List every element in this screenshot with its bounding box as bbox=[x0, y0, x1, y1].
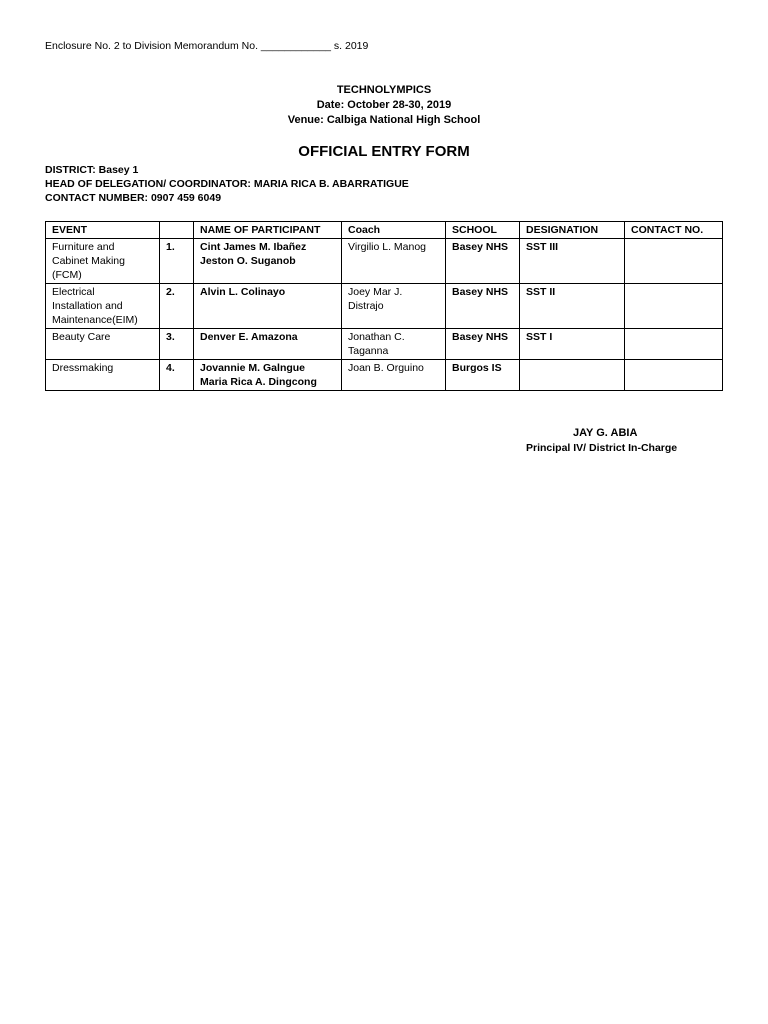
number-cell: 2. bbox=[160, 284, 194, 329]
school-cell: Basey NHS bbox=[446, 329, 520, 360]
coach-cell: Joey Mar J. Distrajo bbox=[342, 284, 446, 329]
form-title: OFFICIAL ENTRY FORM bbox=[298, 143, 470, 160]
signatory-name: JAY G. ABIA bbox=[573, 427, 638, 439]
district-line: DISTRICT: Basey 1 bbox=[45, 164, 139, 176]
event-name: TECHNOLYMPICS bbox=[336, 84, 432, 96]
participant-cell: Jovannie M. Galngue Maria Rica A. Dingcong bbox=[194, 360, 342, 391]
contact-number-line: CONTACT NUMBER: 0907 459 6049 bbox=[45, 192, 222, 204]
designation-cell bbox=[520, 360, 625, 391]
designation-cell: SST III bbox=[520, 239, 625, 284]
contact-cell bbox=[625, 329, 723, 360]
event-cell: Beauty Care bbox=[46, 329, 160, 360]
header-participant: NAME OF PARTICIPANT bbox=[194, 222, 342, 239]
header-coach: Coach bbox=[342, 222, 446, 239]
coach-cell: Joan B. Orguino bbox=[342, 360, 446, 391]
number-cell: 3. bbox=[160, 329, 194, 360]
header-event: EVENT bbox=[46, 222, 160, 239]
event-cell: Furniture and Cabinet Making (FCM) bbox=[46, 239, 160, 284]
coach-cell: Virgilio L. Manog bbox=[342, 239, 446, 284]
coach-cell: Jonathan C. Taganna bbox=[342, 329, 446, 360]
number-cell: 4. bbox=[160, 360, 194, 391]
header-contact: CONTACT NO. bbox=[625, 222, 723, 239]
event-cell: Electrical Installation and Maintenance(EIM) bbox=[46, 284, 160, 329]
table-header-row bbox=[46, 222, 723, 239]
participant-cell: Cint James M. Ibañez Jeston O. Suganob bbox=[194, 239, 342, 284]
participant-cell: Alvin L. Colinayo bbox=[194, 284, 342, 329]
contact-cell bbox=[625, 284, 723, 329]
table-row bbox=[46, 239, 723, 284]
head-of-delegation-line: HEAD OF DELEGATION/ COORDINATOR: MARIA RICA B. ABARRATIGUE bbox=[45, 178, 409, 190]
header-school: SCHOOL bbox=[446, 222, 520, 239]
header-number bbox=[160, 222, 194, 239]
school-cell: Burgos IS bbox=[446, 360, 520, 391]
table-row bbox=[46, 284, 723, 329]
school-cell: Basey NHS bbox=[446, 239, 520, 284]
designation-cell: SST II bbox=[520, 284, 625, 329]
participant-cell: Denver E. Amazona bbox=[194, 329, 342, 360]
contact-cell bbox=[625, 360, 723, 391]
school-cell: Basey NHS bbox=[446, 284, 520, 329]
enclosure-reference: Enclosure No. 2 to Division Memorandum No. ____________ s. 2019 bbox=[45, 40, 369, 52]
table-row bbox=[46, 360, 723, 391]
table-row bbox=[46, 329, 723, 360]
number-cell: 1. bbox=[160, 239, 194, 284]
signatory-title: Principal IV/ District In-Charge bbox=[526, 442, 678, 454]
header-designation: DESIGNATION bbox=[520, 222, 625, 239]
designation-cell: SST I bbox=[520, 329, 625, 360]
entry-table bbox=[45, 221, 723, 391]
event-date: Date: October 28-30, 2019 bbox=[316, 99, 452, 111]
event-venue: Venue: Calbiga National High School bbox=[287, 114, 481, 126]
contact-cell bbox=[625, 239, 723, 284]
event-cell: Dressmaking bbox=[46, 360, 160, 391]
